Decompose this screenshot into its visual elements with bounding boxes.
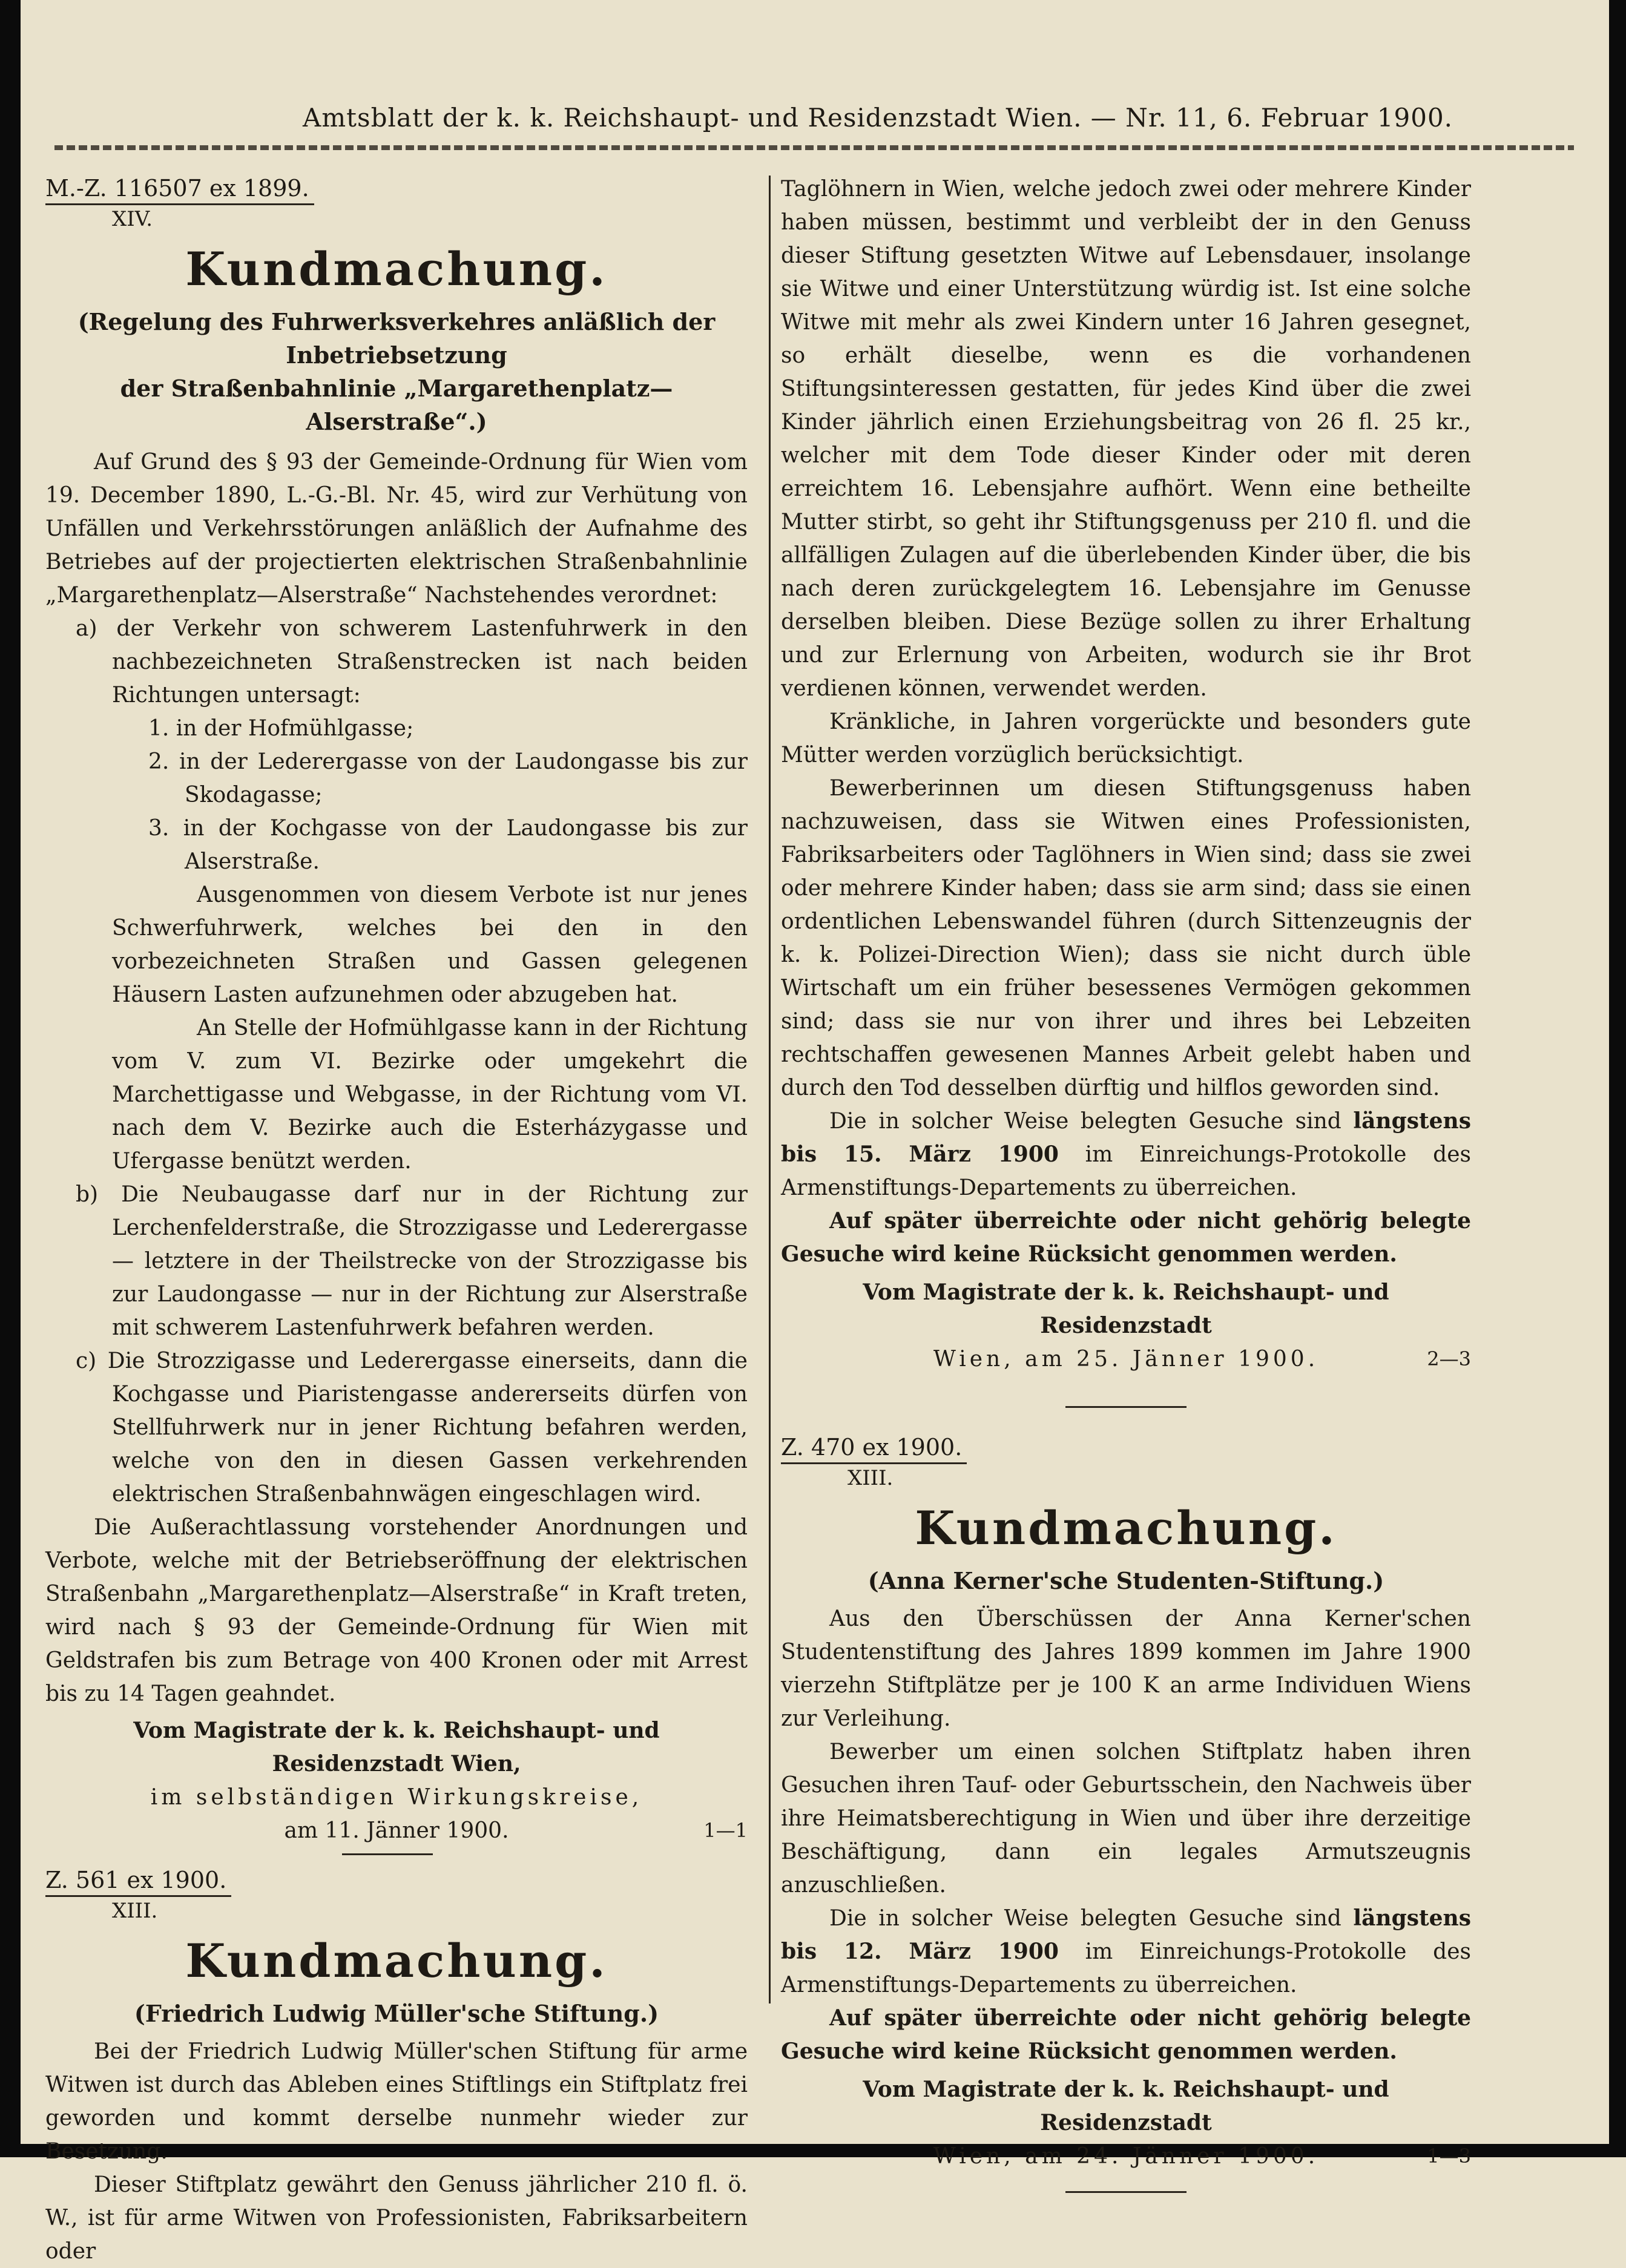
notice-1-item-a3: 3. in der Kochgasse von der Laudongasse bis zur Alserstraße.: [148, 816, 748, 874]
notice-1-subtitle-line-2: der Straßenbahnlinie „Margarethenplatz—Alserstraße“.): [120, 375, 673, 435]
notice-1-date: am 11. Jänner 1900.: [284, 1818, 509, 1843]
notice-1-penalty: Die Außerachtlassung vorstehender Anordnungen und Verbote, welche mit der Betriebseröffnung der elektrischen Straßenbahn „Margarethenplatz—Alserstraße“ in Kraft treten, wird nach § 93 der Gemeinde-Ordnung für Wien mit Geldstrafen bis zum Betrage von 400 Kronen oder mit Arrest bis zu 14 Tagen geahndet.: [45, 1515, 748, 1706]
header-rule: [54, 145, 1574, 150]
notice-end-rule: [1065, 2191, 1187, 2193]
notice-1-alternative-route: An Stelle der Hofmühlgasse kann in der Richtung vom V. zum VI. Bezirke oder umgekehrt die Marchettigasse und Webgasse, in der Richtung vom VI. nach dem V. Bezirke auch die Esterházygasse und Ufergasse benützt werden.: [112, 1016, 748, 1174]
notice-2-warning: Auf später überreichte oder nicht gehörig belegte Gesuche wird keine Rücksicht genommen werden.: [781, 1208, 1471, 1267]
page-header: Amtsblatt der k. k. Reichshaupt- und Residenzstadt Wien. — Nr. 11, 6. Februar 1900.: [303, 103, 1453, 133]
notice-2-date: Wien, am 25. Jänner 1900.: [933, 1347, 1319, 1372]
column-divider: [769, 176, 771, 2003]
notice-3-warning: Auf später überreichte oder nicht gehörig belegte Gesuche wird keine Rücksicht genommen werden.: [781, 2005, 1471, 2064]
notice-3-issue-number: 1—3: [1427, 2145, 1471, 2168]
notice-1-section: XIV.: [112, 207, 153, 231]
notice-2-paragraph-4: Bewerberinnen um diesen Stiftungsgenuss haben nachzuweisen, dass sie Witwen eines Professionisten, Fabriksarbeiters oder Taglöhners in Wien sind; dass sie zwei oder mehrere Kinder haben; dass sie arm sind; dass sie einen ordentlichen Lebenswandel führen (durch Sittenzeugnis der k. k. Polizei-Direction Wien); dass sie nicht durch üble Wirtschaft um ein früher besessenes Vermögen gekommen sind; dass sie nur von ihrer und ihres bei Lebzeiten rechtschaffen gewesenen Mannes Arbeit gelebt haben und durch den Tod desselben dürftig und hilflos geworden sind.: [781, 776, 1471, 1100]
scan-edge-left: [0, 0, 21, 2157]
notice-1-item-a2: 2. in der Lederergasse von der Laudongasse bis zur Skodagasse;: [148, 749, 748, 807]
notice-1-title: Kundmachung.: [185, 242, 608, 296]
notice-3-paragraph-1: Aus den Überschüssen der Anna Kerner'schen Studentenstiftung des Jahres 1899 kommen im Jahre 1900 vierzehn Stiftplätze per je 100 K an arme Individuen Wiens zur Verleihung.: [781, 1606, 1471, 1731]
notice-1-item-b: b) Die Neubaugasse darf nur in der Richtung zur Lerchenfelderstraße, die Strozzigasse und Lederergasse — letztere in der Theilstrecke von der Strozzigasse bis zur Laudongasse — nur in der Richtung zur Alserstraße mit schwerem Lastenfuhrwerk befahren werden.: [76, 1182, 748, 1340]
notice-3-dateline: [781, 2140, 1471, 2173]
notice-1-reference: M.-Z. 116507 ex 1899.: [45, 173, 314, 205]
notice-3-deadline-text-a: Die in solcher Weise belegten Gesuche sind: [829, 1906, 1354, 1931]
notice-2-paragraph-2-continued: Taglöhnern in Wien, welche jedoch zwei oder mehrere Kinder haben müssen, bestimmt und verbleibt der in den Genuss dieser Stiftung gesetzten Witwe auf Lebensdauer, insolange sie Witwe und einer Unterstützung würdig ist. Ist eine solche Witwe mit mehr als zwei Kindern unter 16 Jahren gesegnet, so erhält dieselbe, wenn es die vorhandenen Stiftungsinteressen gestatten, für jedes Kind über die zwei Kinder jährlich einen Erziehungsbeitrag von 26 fl. 25 kr., welcher mit dem Tode dieser Kinder oder mit deren erreichtem 16. Lebensjahre aufhört. Wenn eine betheilte Mutter stirbt, so geht ihr Stiftungsgenuss per 210 fl. und die allfälligen Zulagen auf die überlebenden Kinder über, die bis nach deren zurückgelegtem 16. Lebensjahre im Genusse derselben bleiben. Diese Bezüge sollen zu ihrer Erhaltung und zur Erlernung von Arbeiten, wodurch sie ihr Brot verdienen können, verwendet werden.: [781, 177, 1471, 701]
notice-3-deadline: längstens bis 12. März 1900: [781, 1905, 1471, 1964]
notice-2-section: XIII.: [112, 1899, 158, 1923]
notice-2-issue-number: 2—3: [1427, 1347, 1471, 1370]
notice-1-item-a1: 1. in der Hofmühlgasse;: [148, 716, 414, 741]
notice-2-paragraph-2: Dieser Stiftplatz gewährt den Genuss jährlicher 210 fl. ö. W., ist für arme Witwen von Professionisten, Fabriksarbeitern oder: [45, 2172, 748, 2264]
left-column: [45, 173, 748, 2268]
notice-3-deadline-text-c: im Einreichungs-Protokolle des Armenstiftungs-Departements zu überreichen.: [781, 1939, 1471, 1997]
notice-1-subtitle-line-1: (Regelung des Fuhrwerksverkehres anläßlich der Inbetriebsetzung: [77, 308, 716, 369]
notice-2-deadline-text-c: im Einreichungs-Protokolle des Armenstiftungs-Departements zu überreichen.: [781, 1142, 1471, 1200]
notice-separator-right: [1065, 1406, 1187, 1408]
notice-2-deadline: längstens bis 15. März 1900: [781, 1108, 1471, 1167]
notice-1-item-c: c) Die Strozzigasse und Lederergasse einerseits, dann die Kochgasse und Piaristengasse andererseits dürfen von Stellfuhrwerk nur in jener Richtung befahren werden, welche von den in diesen Gassen verkehrenden elektrischen Straßenbahnwägen eingeschlagen wird.: [76, 1349, 748, 1507]
notice-2-reference: Z. 561 ex 1900.: [45, 1865, 231, 1897]
notice-separator: [342, 1853, 433, 1855]
notice-3-deadline-paragraph: [781, 1902, 1471, 2002]
scan-edge-right: [1609, 0, 1626, 2157]
notice-1-signature: Vom Magistrate der k. k. Reichshaupt- und Residenzstadt Wien,: [133, 1718, 660, 1777]
notice-3-section: XIII.: [848, 1466, 894, 1490]
notice-2-subtitle: (Friedrich Ludwig Müller'sche Stiftung.): [134, 2000, 659, 2027]
notice-2-paragraph-3: Kränkliche, in Jahren vorgerückte und besonders gute Mütter werden vorzüglich berücksichtigt.: [781, 709, 1471, 768]
notice-3-date: Wien, am 24. Jänner 1900.: [933, 2144, 1319, 2169]
notice-1-issue-number: 1—1: [703, 1819, 748, 1842]
notice-1-paragraph: Auf Grund des § 93 der Gemeinde-Ordnung für Wien vom 19. December 1890, L.-G.-Bl. Nr. 45, wird zur Verhütung von Unfällen und Verkehrsstörungen anläßlich der Aufnahme des Betriebes auf der projectierten elektrischen Straßenbahnlinie „Margarethenplatz—Alserstraße“ Nachstehendes verordnet:: [45, 450, 748, 608]
notice-2-dateline: [781, 1343, 1471, 1376]
notice-2-paragraph-1: Bei der Friedrich Ludwig Müller'schen Stiftung für arme Witwen ist durch das Ableben eines Stiftlings ein Stiftplatz frei geworden und kommt derselbe nunmehr wieder zur Besetzung.: [45, 2039, 748, 2164]
notice-1-exception: Ausgenommen von diesem Verbote ist nur jenes Schwerfuhrwerk, welches bei den in den vorbezeichneten Straßen und Gassen gelegenen Häusern Lasten aufzunehmen oder abzugeben hat.: [112, 883, 748, 1007]
notice-2-deadline-text-a: Die in solcher Weise belegten Gesuche sind: [829, 1109, 1354, 1134]
right-column: [781, 173, 1471, 2205]
notice-3-subtitle: (Anna Kerner'sche Studenten-Stiftung.): [867, 1567, 1384, 1594]
notice-2-title: Kundmachung.: [185, 1934, 608, 1988]
notice-1-signature-scope: im selbständigen Wirkungskreise,: [150, 1785, 643, 1810]
notice-2-signature: Vom Magistrate der k. k. Reichshaupt- und Residenzstadt: [863, 1280, 1389, 1338]
notice-3-title: Kundmachung.: [915, 1501, 1337, 1555]
notice-3-signature: Vom Magistrate der k. k. Reichshaupt- und Residenzstadt: [863, 2077, 1389, 2135]
notice-1-item-a: a) der Verkehr von schwerem Lastenfuhrwerk in den nachbezeichneten Straßenstrecken ist nach beiden Richtungen untersagt:: [76, 616, 748, 708]
notice-3-reference: Z. 470 ex 1900.: [781, 1432, 967, 1464]
notice-2-deadline-paragraph: [781, 1105, 1471, 1205]
notice-3-paragraph-2: Bewerber um einen solchen Stiftplatz haben ihren Gesuchen ihren Tauf- oder Geburtsschein, den Nachweis über ihre Heimatsberechtigung in Wien und über ihre derzeitige Beschäftigung, dann ein legales Armutszeugnis anzuschließen.: [781, 1740, 1471, 1898]
notice-1-dateline: [45, 1814, 748, 1847]
